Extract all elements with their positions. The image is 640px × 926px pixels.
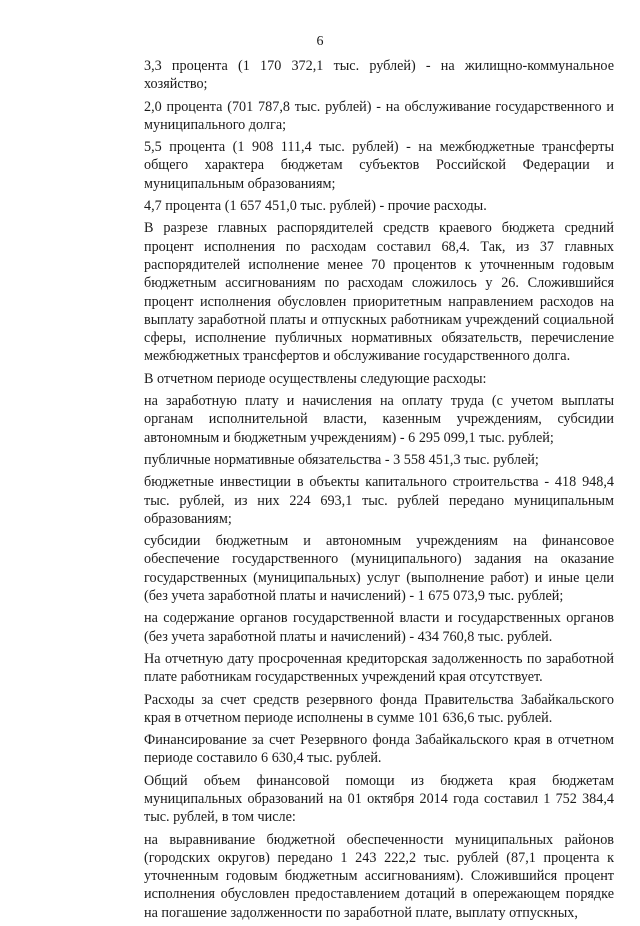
paragraph-salaries: на заработную плату и начисления на оплату труда (с учетом выплаты органам исполнительной власти, казенным учреждениям, субсидии автономным и бюджетным учреждениям) - 6 295 099,1 тыс. рублей; bbox=[144, 393, 614, 446]
paragraph-expenses-intro: В отчетном периоде осуществлены следующие расходы: bbox=[144, 370, 487, 387]
paragraph-housing: 3,3 процента (1 170 372,1 тыс. рублей) - на жилищно-коммунальное хозяйство; bbox=[144, 58, 614, 93]
paragraph-subsidies: субсидии бюджетным и автономным учреждениям на финансовое обеспечение государственного (муниципального) задания на оказание государственных (муниципальных) услуг (выполнение работ) и иные цели (без учета заработной платы и начислений) - 1 675 073,9 тыс. рублей; bbox=[144, 533, 614, 605]
paragraph-capital-investments: бюджетные инвестиции в объекты капитального строительства - 418 948,4 тыс. рублей, из них 224 693,1 тыс. рублей передано муниципальным образованиям; bbox=[144, 474, 614, 527]
paragraph-main-administrators: В разрезе главных распорядителей средств краевого бюджета средний процент исполнения по расходам составил 68,4. Так, из 37 главных распорядителей исполнение менее 70 процентов к уточненным годовым бюджетным ассигнованиям по расходам сложилось у 26. Сложившийся процент исполнения обусловлен приоритетным направлением расходов на выплату заработной платы и отпускных работникам учреждений социальной сферы, исполнение публичных нормативных обязательств, перечисление межбюджетных трансфертов и обслуживание государственного долга. bbox=[144, 220, 614, 365]
paragraph-financial-aid: Общий объем финансовой помощи из бюджета края бюджетам муниципальных образований на 01 октября 2014 года составил 1 752 384,4 тыс. рублей, в том числе: bbox=[144, 772, 614, 826]
paragraph-public-obligations: публичные нормативные обязательства - 3 558 451,3 тыс. рублей; bbox=[144, 451, 539, 468]
paragraph-debt-service: 2,0 процента (701 787,8 тыс. рублей) - на обслуживание государственного и муниципального долга; bbox=[144, 98, 614, 133]
paragraph-reserve-fund-region: Финансирование за счет Резервного фонда Забайкальского края в отчетном периоде составило 6 630,4 тыс. рублей. bbox=[144, 732, 614, 767]
paragraph-equalization: на выравнивание бюджетной обеспеченности муниципальных районов (городских округов) передано 1 243 222,2 тыс. рублей (87,1 процента к уточненным годовым бюджетным ассигнованиям). Сложившийся процент исполнения обусловлен предоставлением дотаций в опережающем порядке на погашение задолженности по заработной плате, выплату отпускных, bbox=[144, 831, 614, 921]
page-number: 6 bbox=[316, 34, 324, 49]
document-body bbox=[144, 57, 614, 926]
paragraph-government-bodies: на содержание органов государственной власти и государственных органов (без учета заработной платы и начислений) - 434 760,8 тыс. рублей. bbox=[144, 610, 614, 645]
paragraph-other-expenses: 4,7 процента (1 657 451,0 тыс. рублей) - прочие расходы. bbox=[144, 198, 487, 215]
paragraph-overdue-payables: На отчетную дату просроченная кредиторская задолженность по заработной плате работникам государственных учреждений края отсутствует. bbox=[144, 650, 614, 686]
paragraph-interbudget-transfers: 5,5 процента (1 908 111,4 тыс. рублей) - на межбюджетные трансферты общего характера бюджетам субъектов Российской Федерации и муниципальным образованиям; bbox=[144, 139, 614, 192]
paragraph-reserve-fund-government: Расходы за счет средств резервного фонда Правительства Забайкальского края в отчетном периоде исполнены в сумме 101 636,6 тыс. рублей. bbox=[144, 691, 614, 726]
